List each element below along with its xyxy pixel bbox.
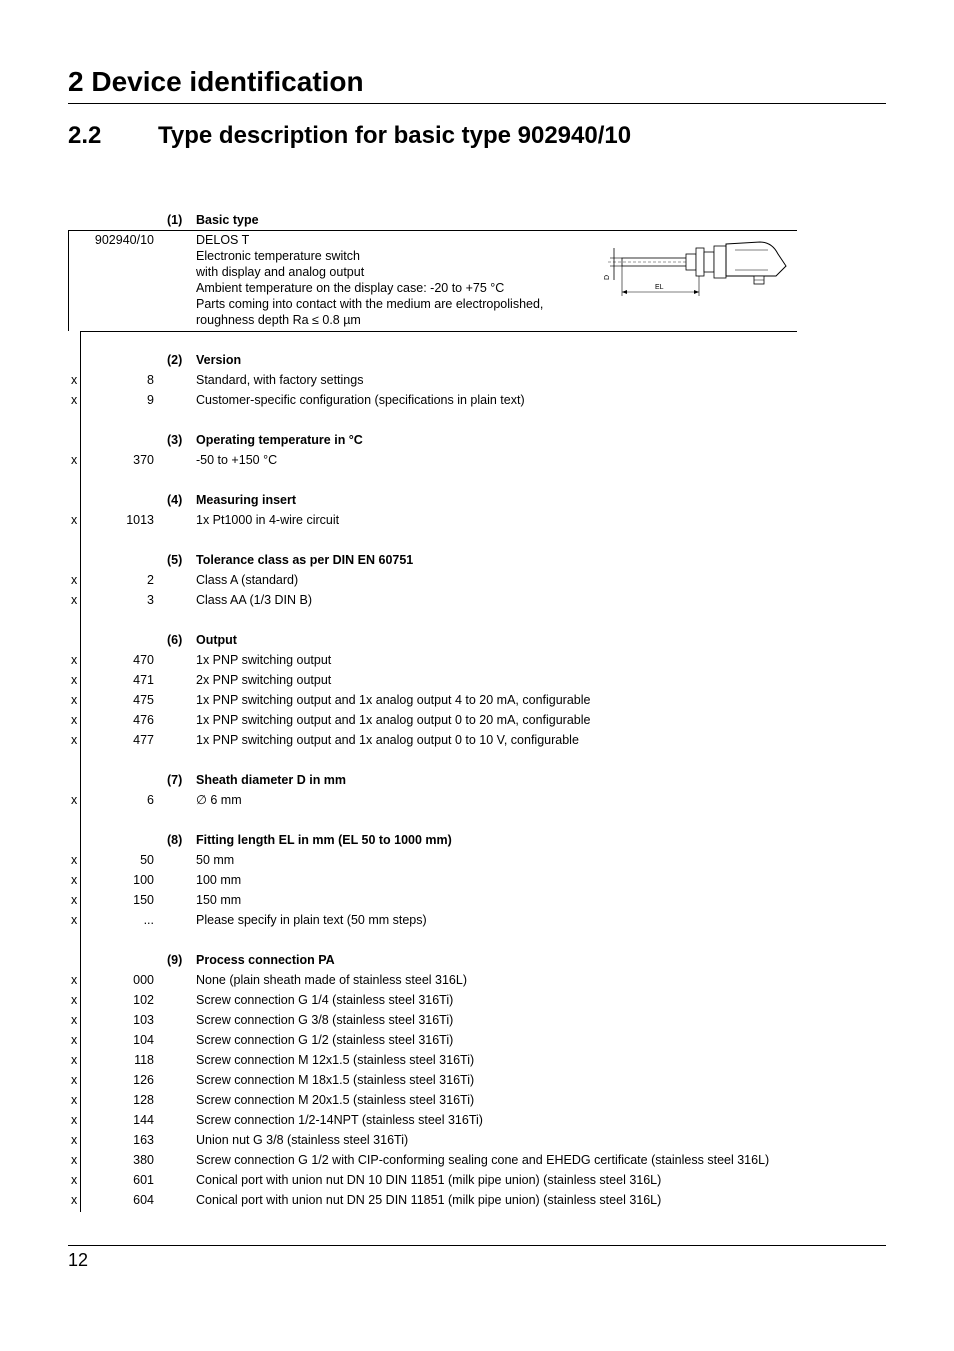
footer-rule [68, 1245, 886, 1246]
option-code: 100 [133, 873, 154, 887]
group-heading: Sheath diameter D in mm [196, 773, 347, 787]
option-code: 471 [133, 673, 154, 687]
option-description: None (plain sheath made of stainless steel 316L) [196, 973, 467, 987]
option-description: Screw connection G 1/2 with CIP-conforming sealing cone and EHEDG certificate (stainless steel 316L) [196, 1153, 770, 1167]
option-description: -50 to +150 °C [196, 453, 278, 467]
option-code: 000 [133, 973, 154, 987]
option-mark: x [71, 853, 78, 867]
option-code: 6 [147, 793, 154, 807]
group-heading: Tolerance class as per DIN EN 60751 [196, 553, 414, 567]
section-number: 2.2 [68, 122, 102, 149]
option-mark: x [71, 713, 78, 727]
dimension-d-label: D [604, 274, 611, 280]
option-code: 128 [133, 1093, 154, 1107]
option-description: Conical port with union nut DN 10 DIN 11851 (milk pipe union) (stainless steel 316L) [196, 1173, 662, 1187]
option-mark: x [71, 1013, 78, 1027]
option-code: 604 [133, 1193, 154, 1207]
option-code: 118 [134, 1053, 154, 1067]
option-description: Screw connection M 12x1.5 (stainless steel 316Ti) [196, 1053, 475, 1067]
option-mark: x [71, 1193, 78, 1207]
option-mark: x [71, 693, 78, 707]
option-mark: x [71, 873, 78, 887]
option-code: 163 [133, 1133, 154, 1147]
option-code: 477 [133, 733, 154, 747]
option-code: 1013 [126, 513, 154, 527]
option-description: 150 mm [196, 893, 242, 907]
option-code: 601 [133, 1173, 154, 1187]
group-index: (9) [167, 953, 183, 967]
option-code: 470 [133, 653, 154, 667]
option-code: 3 [147, 593, 154, 607]
chapter-title: 2 Device identification [68, 66, 364, 97]
option-description: Screw connection M 18x1.5 (stainless steel 316Ti) [196, 1073, 475, 1087]
group-index: (6) [167, 633, 183, 647]
basic-line: Ambient temperature on the display case: -20 to +75 °C [196, 281, 505, 295]
option-mark: x [71, 593, 78, 607]
group-heading: Process connection PA [196, 953, 335, 967]
option-code: 9 [147, 393, 154, 407]
option-code: 144 [133, 1113, 154, 1127]
option-mark: x [71, 1133, 78, 1147]
option-description: Screw connection G 3/8 (stainless steel 316Ti) [196, 1013, 454, 1027]
option-code: 150 [133, 893, 154, 907]
option-description: Screw connection G 1/4 (stainless steel 316Ti) [196, 993, 454, 1007]
basic-line: Electronic temperature switch [196, 249, 360, 263]
option-code: 2 [147, 573, 154, 587]
option-mark: x [71, 893, 78, 907]
option-description: Screw connection M 20x1.5 (stainless steel 316Ti) [196, 1093, 475, 1107]
basic-left-rule [68, 230, 69, 331]
option-code: 102 [133, 993, 154, 1007]
group-heading: Output [196, 633, 237, 647]
option-mark: x [71, 1033, 78, 1047]
option-mark: x [71, 1053, 78, 1067]
option-description: 1x PNP switching output [196, 653, 332, 667]
sensor-drawing [600, 236, 792, 298]
basic-line: roughness depth Ra ≤ 0.8 µm [196, 313, 361, 327]
group-index: (8) [167, 833, 183, 847]
basic-bottom-rule [80, 331, 797, 332]
section-heading [68, 122, 631, 150]
page-number: 12 [68, 1250, 89, 1270]
basic-line: DELOS T [196, 233, 250, 247]
basic-line: with display and analog output [196, 265, 365, 279]
option-description: 1x PNP switching output and 1x analog output 4 to 20 mA, configurable [196, 693, 591, 707]
dimension-el-label: EL [655, 284, 664, 291]
option-description: 1x PNP switching output and 1x analog output 0 to 20 mA, configurable [196, 713, 591, 727]
option-description: Screw connection G 1/2 (stainless steel 316Ti) [196, 1033, 454, 1047]
group-index: (2) [167, 353, 183, 367]
option-description: Union nut G 3/8 (stainless steel 316Ti) [196, 1133, 409, 1147]
section-title: Type description for basic type 902940/10 [158, 122, 632, 149]
option-code: 476 [133, 713, 154, 727]
option-description: Screw connection 1/2-14NPT (stainless steel 316Ti) [196, 1113, 483, 1127]
option-mark: x [71, 793, 78, 807]
group-index: (7) [167, 773, 183, 787]
group-heading: Operating temperature in °C [196, 433, 363, 447]
option-mark: x [71, 1113, 78, 1127]
basic-heading: Basic type [196, 213, 259, 227]
option-description: 2x PNP switching output [196, 673, 332, 687]
option-mark: x [71, 1093, 78, 1107]
option-code: ... [143, 913, 154, 927]
basic-code: 902940/10 [94, 233, 154, 247]
group-heading: Fitting length EL in mm (EL 50 to 1000 mm) [196, 833, 452, 847]
option-code: 380 [133, 1153, 154, 1167]
group-heading: Measuring insert [196, 493, 297, 507]
option-description: Customer-specific configuration (specifications in plain text) [196, 393, 525, 407]
option-code: 50 [140, 853, 154, 867]
option-mark: x [71, 513, 78, 527]
group-index: (3) [167, 433, 183, 447]
option-description: 1x PNP switching output and 1x analog output 0 to 10 V, configurable [196, 733, 579, 747]
option-mark: x [71, 573, 78, 587]
basic-description [196, 232, 543, 328]
option-code: 8 [147, 373, 154, 387]
option-description: ∅ 6 mm [196, 793, 242, 807]
option-description: 100 mm [196, 873, 242, 887]
option-description: 1x Pt1000 in 4-wire circuit [196, 513, 340, 527]
option-mark: x [71, 453, 78, 467]
option-code: 126 [133, 1073, 154, 1087]
option-mark: x [71, 1153, 78, 1167]
group-index: (4) [167, 493, 183, 507]
option-mark: x [71, 733, 78, 747]
option-mark: x [71, 653, 78, 667]
option-mark: x [71, 1173, 78, 1187]
group-index: (5) [167, 553, 183, 567]
option-mark: x [71, 373, 78, 387]
option-mark: x [71, 993, 78, 1007]
option-mark: x [71, 673, 78, 687]
option-mark: x [71, 1073, 78, 1087]
option-description: Standard, with factory settings [196, 373, 364, 387]
option-description: Class AA (1/3 DIN B) [196, 593, 313, 607]
basic-index: (1) [167, 213, 183, 227]
option-code: 103 [133, 1013, 154, 1027]
group-heading: Version [196, 353, 242, 367]
basic-line: Parts coming into contact with the medium are electropolished, [196, 297, 544, 311]
chapter-rule [68, 103, 886, 104]
option-mark: x [71, 973, 78, 987]
option-code: 370 [133, 453, 154, 467]
option-code: 475 [133, 693, 154, 707]
option-mark: x [71, 913, 78, 927]
option-code: 104 [133, 1033, 154, 1047]
option-description: Please specify in plain text (50 mm steps) [196, 913, 427, 927]
basic-top-rule [68, 230, 797, 231]
option-description: 50 mm [196, 853, 235, 867]
option-description: Conical port with union nut DN 25 DIN 11851 (milk pipe union) (stainless steel 316L) [196, 1193, 662, 1207]
option-mark: x [71, 393, 78, 407]
option-description: Class A (standard) [196, 573, 299, 587]
